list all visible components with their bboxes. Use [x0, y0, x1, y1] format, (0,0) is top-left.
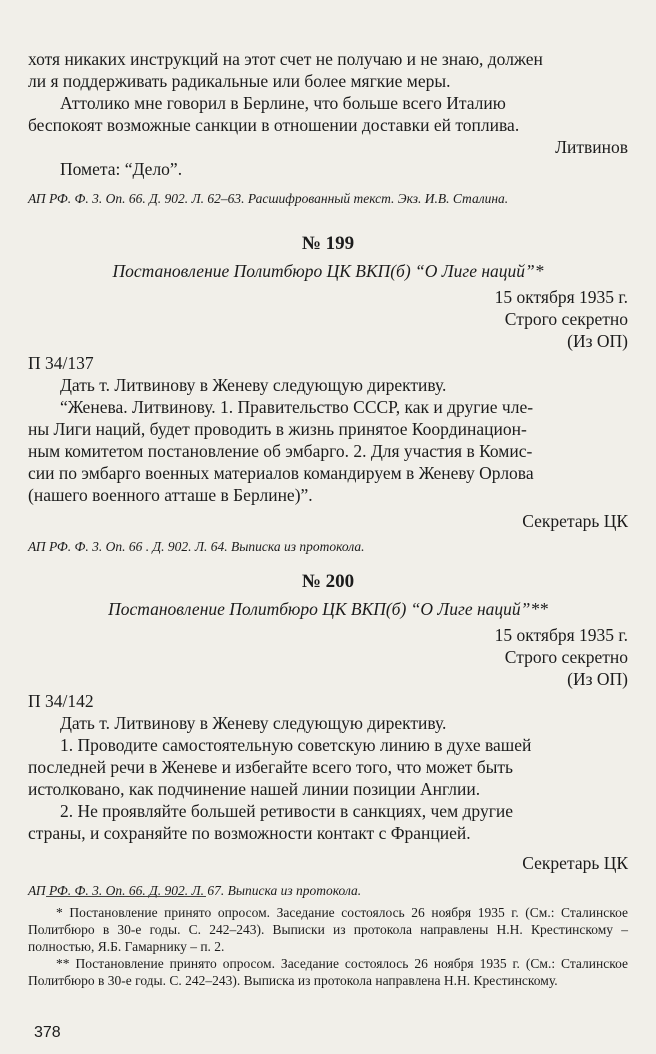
footnote-text: * Постановление принято опросом. Заседание состоялось 26 ноября 1935 г. (См.: Сталинское Политбюро в 30-е годы. С. 242–243). Выписки из протокола направлены Н.Н. Крестинскому – полностью, Я.Б. Гамарнику – п. 2. [28, 905, 628, 954]
archive-source: АП РФ. Ф. 3. Оп. 66. Д. 902. Л. 67. Выписка из протокола. [28, 883, 362, 898]
text-line: “Женева. Литвинову. 1. Правительство СССР, как и другие чле- [60, 397, 534, 417]
archive-source: АП РФ. Ф. 3. Оп. 66. Д. 902. Л. 62–63. Расшифрованный текст. Экз. И.В. Сталина. [28, 191, 509, 206]
text-line: хотя никаких инструкций на этот счет не получаю и не знаю, должен [28, 49, 543, 69]
footnote [28, 955, 628, 989]
text-line: последней речи в Женеве и избегайте всего того, что может быть [28, 757, 514, 777]
document-title: Постановление Политбюро ЦК ВКП(б) “О Лиге наций”** [108, 599, 548, 619]
text-line: (нашего военного атташе в Берлине)”. [28, 485, 313, 505]
document-199 [28, 232, 628, 556]
origin-label: (Из ОП) [567, 669, 628, 689]
document-title: Постановление Политбюро ЦК ВКП(б) “О Лиге наций”* [112, 261, 544, 281]
document-date: 15 октября 1935 г. [494, 625, 628, 645]
document-number: № 199 [301, 233, 355, 254]
text-line: Дать т. Литвинову в Женеву следующую директиву. [60, 375, 447, 395]
text-line: 1. Проводите самостоятельную советскую линию в духе вашей [60, 735, 532, 755]
note: Помета: “Дело”. [60, 159, 183, 179]
protocol-number: П 34/137 [28, 353, 94, 373]
footnote-text: ** Постановление принято опросом. Заседание состоялось 26 ноября 1935 г. (См.: Сталинское Политбюро в 30-е годы. С. 242–243). Выписка из протокола направлена Н.Н. Крестинскому. [28, 956, 628, 988]
secrecy-label: Строго секретно [504, 309, 628, 329]
document-number: № 200 [301, 571, 355, 592]
archive-source: АП РФ. Ф. 3. Оп. 66 . Д. 902. Л. 64. Выписка из протокола. [28, 539, 365, 554]
text-line: ны Лиги наций, будет проводить в жизнь принятое Координацион- [28, 419, 527, 439]
document-date: 15 октября 1935 г. [494, 287, 628, 307]
page-number: 378 [34, 1024, 61, 1041]
signature: Литвинов [555, 137, 628, 157]
origin-label: (Из ОП) [567, 331, 628, 351]
signature: Секретарь ЦК [522, 511, 628, 531]
text-line: Аттолико мне говорил в Берлине, что больше всего Италию [60, 93, 506, 113]
top-section [28, 48, 628, 208]
text-line: ным комитетом постановление об эмбарго. 2. Для участия в Комис- [28, 441, 533, 461]
signature: Секретарь ЦК [522, 853, 628, 873]
text-line: беспокоят возможные санкции в отношении доставки ей топлива. [28, 115, 520, 135]
secrecy-label: Строго секретно [504, 647, 628, 667]
text-line: Дать т. Литвинову в Женеву следующую директиву. [60, 713, 447, 733]
text-line: сии по эмбарго военных материалов командируем в Женеву Орлова [28, 463, 534, 483]
text-line: истолковано, как подчинение нашей линии позиции Англии. [28, 779, 481, 799]
footnote [28, 904, 628, 955]
footnote-divider [46, 896, 206, 897]
protocol-number: П 34/142 [28, 691, 94, 711]
text-line: 2. Не проявляйте большей ретивости в санкциях, чем другие [60, 801, 514, 821]
document-200 [28, 570, 628, 900]
text-line: страны, и сохраняйте по возможности контакт с Францией. [28, 823, 471, 843]
text-line: ли я поддерживать радикальные или более мягкие меры. [28, 71, 451, 91]
footnotes [28, 904, 628, 989]
